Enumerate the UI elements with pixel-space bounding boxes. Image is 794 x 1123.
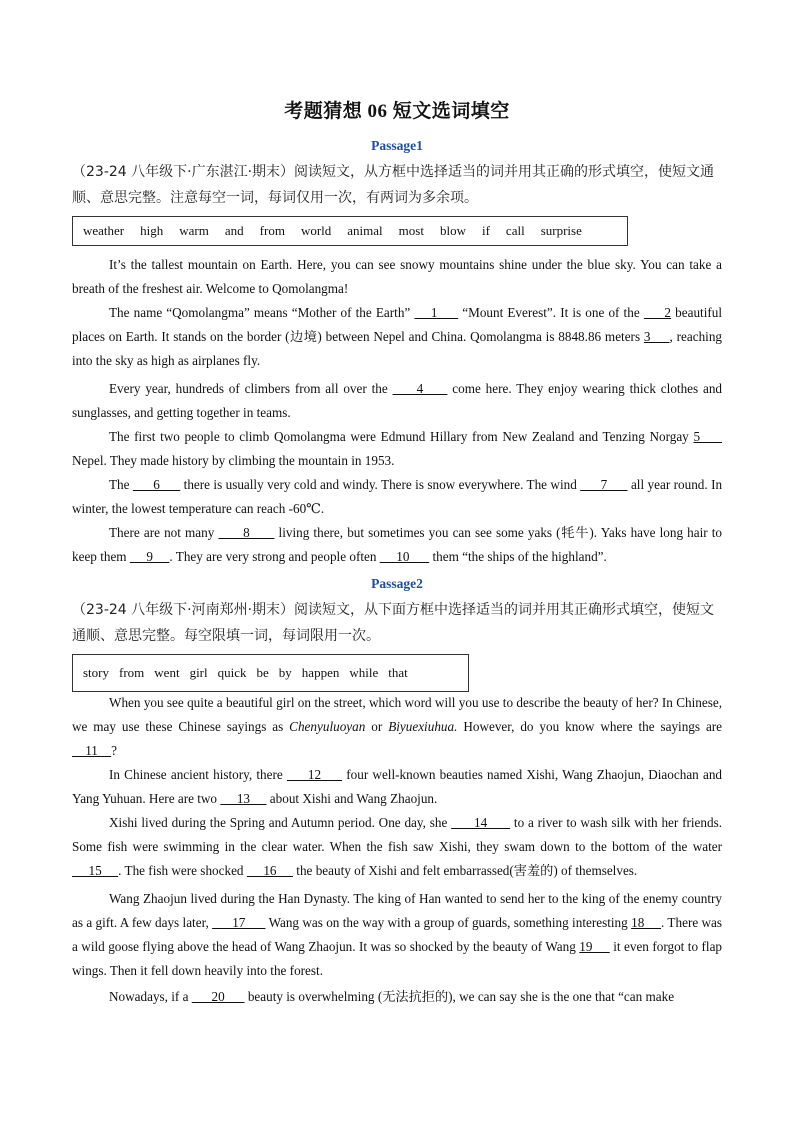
blank-2[interactable]: 2	[643, 305, 672, 320]
blank-10[interactable]: 10	[379, 549, 430, 564]
text: When you see quite a beautiful girl on the street, which word will you use to describe the beauty of her? In Chinese, we may use these Chinese sayings as	[72, 695, 722, 734]
blank-13[interactable]: 13	[220, 791, 267, 806]
blank-12[interactable]: 12	[286, 767, 343, 782]
passage2-paragraph-2	[72, 763, 722, 811]
text: “Mount Everest”. It is one of the	[462, 305, 640, 320]
blank-20[interactable]: 20	[191, 989, 245, 1004]
blank-15[interactable]: 15	[72, 863, 119, 878]
word-bank-item: surprise	[540, 223, 582, 238]
text: come here. They enjoy wearing thick clothes and sunglasses, and getting together in teams.	[72, 381, 723, 420]
blank-9[interactable]: 9	[129, 549, 170, 564]
word-bank-item: girl	[189, 665, 208, 680]
word-bank-item: blow	[439, 223, 466, 238]
word-bank-item: be	[256, 665, 269, 680]
text: However, do you know where the sayings are	[463, 719, 723, 734]
text: There are not many	[109, 525, 215, 540]
text: Every year, hundreds of climbers from all over the	[109, 381, 388, 396]
blank-4[interactable]: 4	[392, 381, 448, 396]
text: ?	[111, 743, 117, 758]
blank-1[interactable]: 1	[414, 305, 459, 320]
text: living there, but sometimes you can see some yaks (牦牛). Yaks have long hair to keep them	[72, 525, 723, 564]
text: the beauty of Xishi and felt embarrassed(害羞的) of themselves.	[296, 863, 638, 878]
word-bank-item: and	[224, 223, 244, 238]
text: . The fish were shocked	[118, 863, 244, 878]
word-bank-item: by	[278, 665, 292, 680]
word-bank-item: world	[300, 223, 332, 238]
blank-18[interactable]: 18	[631, 915, 662, 930]
passage2-paragraph-1	[72, 691, 722, 763]
text: The	[109, 477, 130, 492]
text: . There was a wild goose flying above the head of Wang Zhaojun. It was so shocked by the beauty of Wang	[72, 915, 723, 954]
word-bank-item: went	[154, 665, 180, 680]
text: about Xishi and Wang Zhaojun.	[269, 791, 438, 806]
passage2-word-bank	[72, 654, 469, 692]
word-bank-item: high	[140, 223, 164, 238]
passage1-instruction: （23-24 八年级下·广东湛江·期末）阅读短文，从方框中选择适当的词并用其正确的形式填空，使短文通顺、意思完整。注意每空一词，每词仅用一次，有两词为多余项。	[72, 164, 715, 206]
word-bank-item: quick	[217, 665, 247, 680]
text: there is usually very cold and windy. There is snow everywhere. The wind	[183, 477, 577, 492]
text: . They are very strong and people often	[169, 549, 377, 564]
text: beauty is overwhelming (无法抗拒的), we can say she is the one that “can make	[247, 989, 675, 1004]
blank-14[interactable]: 14	[451, 815, 511, 830]
word-bank-item: story	[83, 665, 109, 680]
text: it even forgot to flap wings. Then it fell down heavily into the forest.	[72, 939, 723, 978]
text: Nowadays, if a	[109, 989, 189, 1004]
passage1-paragraph-2	[72, 301, 722, 373]
word-bank-item: if	[481, 223, 490, 238]
blank-7[interactable]: 7	[580, 477, 628, 492]
word-bank-item: most	[398, 223, 424, 238]
blank-6[interactable]: 6	[132, 477, 181, 492]
passage1-paragraph-6	[72, 521, 722, 569]
text: them “the ships of the highland”.	[432, 549, 607, 564]
text: The name “Qomolangma” means “Mother of the Earth”	[109, 305, 411, 320]
text: to a river to wash silk with her friends. Some fish were swimming in the clear water. When the fish saw Xishi, they swam down to the bottom of the water	[72, 815, 723, 854]
word-bank-item: while	[349, 665, 379, 680]
blank-16[interactable]: 16	[246, 863, 293, 878]
word-bank-item: call	[505, 223, 525, 238]
word-bank-item: happen	[301, 665, 340, 680]
text: or	[371, 719, 383, 734]
blank-3[interactable]: 3	[643, 329, 670, 344]
word-bank-item: warm	[179, 223, 209, 238]
text: , reaching into the sky as high as airplanes fly.	[72, 329, 723, 368]
text: beautiful places on Earth. It stands on the border (边境) between Nepel and China. Qomolangma is 8848.86 meters	[72, 305, 723, 344]
blank-5[interactable]: 5	[693, 429, 722, 444]
text: The first two people to climb Qomolangma were Edmund Hillary from New Zealand and Tenzing Norgay	[109, 429, 689, 444]
text: Wang was on the way with a group of guards, something interesting	[268, 915, 628, 930]
blank-11[interactable]: 11	[72, 743, 112, 758]
text: all year round. In winter, the lowest temperature can reach -60℃.	[72, 477, 723, 516]
text: Xishi lived during the Spring and Autumn period. One day, she	[109, 815, 448, 830]
passage2-paragraph-3	[72, 811, 722, 883]
passage1-paragraph-5	[72, 473, 722, 521]
word-bank-item: from	[259, 223, 285, 238]
word-bank-item: that	[388, 665, 408, 680]
word-bank-item: from	[119, 665, 145, 680]
text: Chenyuluoyan	[289, 719, 366, 734]
passage1-paragraph-4	[72, 425, 722, 473]
text: Biyuexiuhua.	[388, 719, 458, 734]
passage1-paragraph-3	[72, 377, 722, 425]
blank-19[interactable]: 19	[579, 939, 610, 954]
passage2-paragraph-5	[72, 985, 722, 1009]
passage1-heading: Passage1	[371, 138, 423, 153]
page-title: 考题猜想 06 短文选词填空	[284, 101, 510, 122]
word-bank-item: weather	[83, 223, 125, 238]
word-bank-item: animal	[347, 223, 383, 238]
blank-8[interactable]: 8	[218, 525, 275, 540]
blank-17[interactable]: 17	[212, 915, 266, 930]
text: In Chinese ancient history, there	[109, 767, 283, 782]
passage2-paragraph-4	[72, 887, 722, 983]
passage1-word-bank	[72, 216, 628, 246]
text: four well-known beauties named Xishi, Wang Zhaojun, Diaochan and Yang Yuhuan. Here are two	[72, 767, 723, 806]
text: Nepel. They made history by climbing the mountain in 1953.	[72, 453, 395, 468]
passage2-instruction: （23-24 八年级下·河南郑州·期末）阅读短文，从下面方框中选择适当的词并用其正确形式填空，使短文通顺、意思完整。每空限填一词，每词限用一次。	[72, 602, 715, 644]
passage1-paragraph-1: It’s the tallest mountain on Earth. Here, you can see snowy mountains shine under the blue sky. You can take a breath of the freshest air. Welcome to Qomolangma!	[72, 257, 722, 296]
passage2-heading: Passage2	[371, 576, 423, 591]
text: Wang Zhaojun lived during the Han Dynasty. The king of Han wanted to send her to the king of the enemy country as a gift. A few days later,	[72, 891, 722, 930]
